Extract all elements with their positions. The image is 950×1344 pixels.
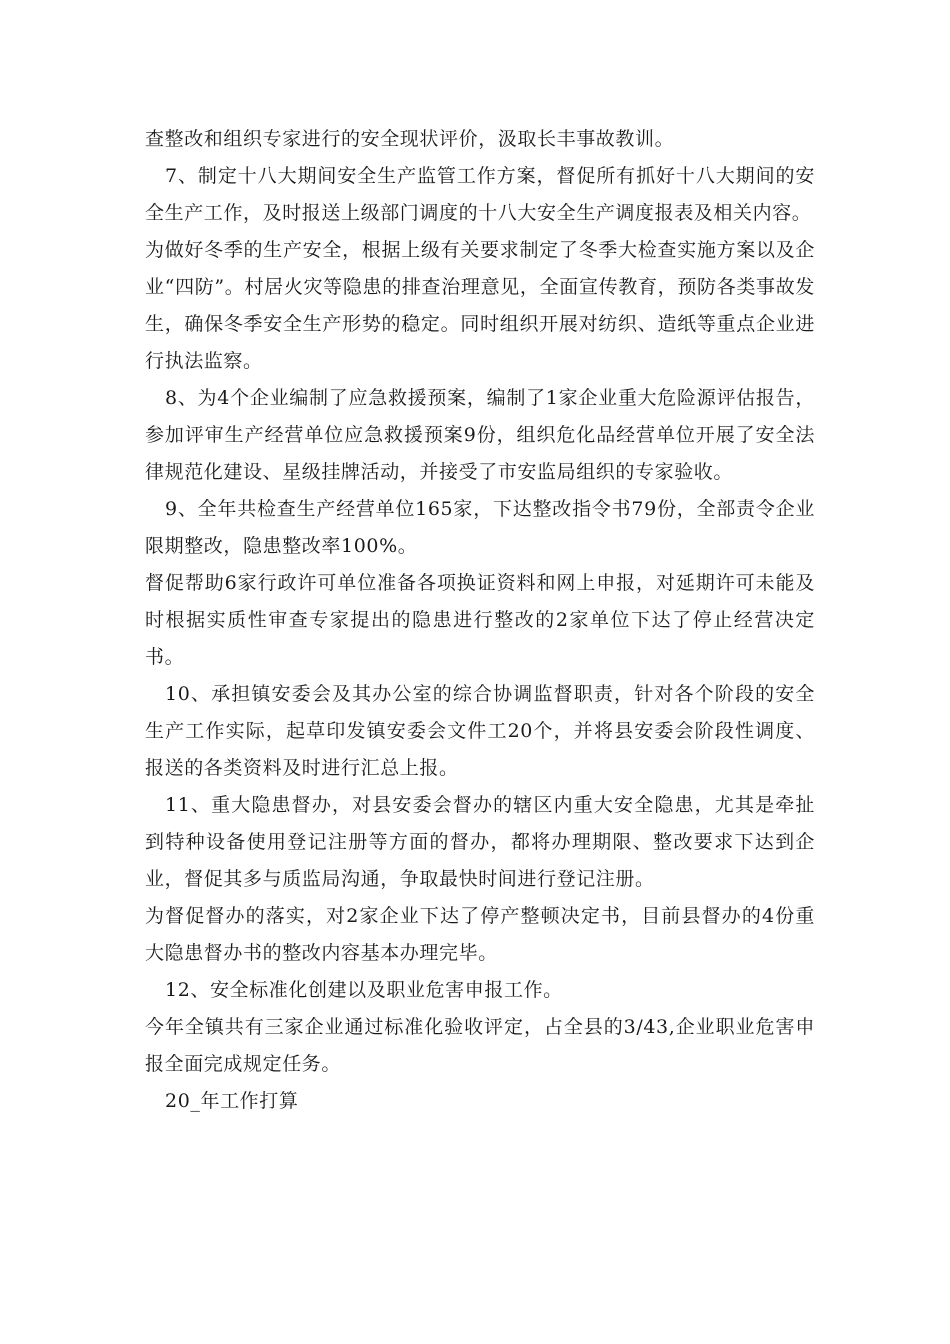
paragraph-7: 10、承担镇安委会及其办公室的综合协调监督职责，针对各个阶段的安全生产工作实际，起草印发镇安委会文件工20个，并将县安委会阶段性调度、报送的各类资料及时进行汇总上报。 [145,683,815,779]
paragraph-1: 查整改和组织专家进行的安全现状评价，汲取长丰事故教训。 [145,128,675,150]
paragraph-6: 督促帮助6家行政许可单位准备各项换证资料和网上申报，对延期许可未能及时根据实质性审查专家提出的隐患进行整改的2家单位下达了停止经营决定书。 [145,572,815,668]
paragraph-9: 为督促督办的落实，对2家企业下达了停产整顿决定书，目前县督办的4份重大隐患督办书的整改内容基本办理完毕。 [145,905,815,964]
paragraph-4: 8、为4个企业编制了应急救援预案，编制了1家企业重大危险源评估报告，参加评审生产经营单位应急救援预案9份，组织危化品经营单位开展了安全法律规范化建设、星级挂牌活动，并接受了市安监局组织的专家验收。 [145,387,815,483]
paragraph-2: 7、制定十八大期间安全生产监管工作方案，督促所有抓好十八大期间的安全生产工作，及时报送上级部门调度的十八大安全生产调度报表及相关内容。 [145,165,815,224]
document-body [145,121,815,1120]
paragraph-11: 今年全镇共有三家企业通过标准化验收评定，占全县的3/43,企业职业危害申报全面完成规定任务。 [145,1016,815,1075]
paragraph-10: 12、安全标准化创建以及职业危害申报工作。 [165,979,563,1001]
paragraph-5: 9、全年共检查生产经营单位165家，下达整改指令书79份，全部责令企业限期整改，隐患整改率100%。 [145,498,815,557]
paragraph-3: 为做好冬季的生产安全，根据上级有关要求制定了冬季大检查实施方案以及企业“四防”。村居火灾等隐患的排查治理意见，全面宣传教育，预防各类事故发生，确保冬季安全生产形势的稳定。同时组织开展对纺织、造纸等重点企业进行执法监察。 [145,239,815,372]
section-heading-plan: 20_年工作打算 [165,1090,299,1112]
paragraph-8: 11、重大隐患督办，对县安委会督办的辖区内重大安全隐患，尤其是牵扯到特种设备使用登记注册等方面的督办，都将办理期限、整改要求下达到企业，督促其多与质监局沟通，争取最快时间进行登记注册。 [145,794,815,890]
